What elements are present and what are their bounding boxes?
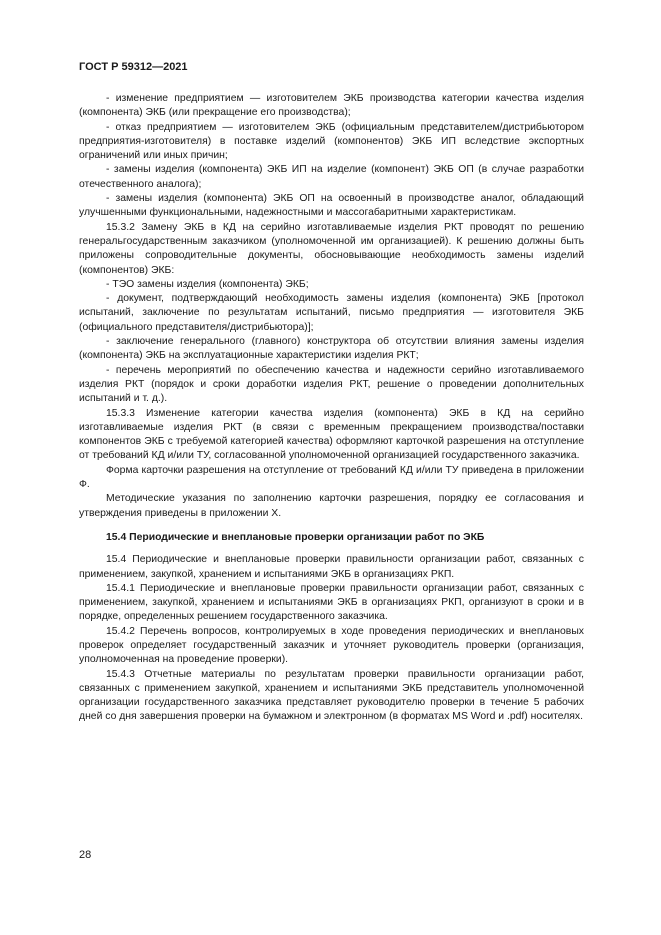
paragraph: Форма карточки разрешения на отступление от требований КД и/или ТУ приведена в приложении Ф. — [79, 464, 584, 491]
section-heading: 15.4 Периодические и внеплановые проверки организации работ по ЭКБ — [106, 531, 485, 543]
paragraph: 15.4.3 Отчетные материалы по результатам проверки правильности организации работ, связанных с применением закупкой, хранением и испытаниями ЭКБ представитель уполномоченной организации государственного заказчика представляет руководителю проверки в течение 5 рабочих дней со дня завершения проверки на бумажном и электронном (в форматах MS Word и .pdf) носителях. — [79, 668, 584, 723]
paragraph: Методические указания по заполнению карточки разрешения, порядку ее согласования и утверждения приведены в приложении Х. — [79, 493, 584, 519]
paragraph: - документ, подтверждающий необходимость замены изделия (компонента) ЭКБ [протокол испытаний, заключение по результатам испытаний, письмо предприятия — изготовителя ЭКБ (официального представителя/дистрибьютора)]; — [79, 293, 584, 333]
paragraph: - ТЭО замены изделия (компонента) ЭКБ; — [106, 278, 309, 290]
paragraph: 15.3.3 Изменение категории качества изделия (компонента) ЭКБ в КД на серийно изготавливаемые изделия РКТ (в связи с временным прекращением производства/поставки компонентов ЭКБ с требуемой категорией качества) оформляют карточкой разрешения на отступление от требований КД и/или ТУ, согласованной уполномоченной организацией государственного заказчика. — [79, 407, 584, 462]
page-number: 28 — [79, 849, 92, 861]
paragraph: 15.4 Периодические и внеплановые проверки правильности организации работ, связанных с применением, закупкой, хранением и испытаниями ЭКБ в организациях РКП. — [79, 554, 584, 580]
document-header: ГОСТ Р 59312—2021 — [79, 61, 188, 73]
paragraph: - замены изделия (компонента) ЭКБ ИП на изделие (компонент) ЭКБ ОП (в случае разработки отечественного аналога); — [79, 164, 584, 190]
paragraph: - замены изделия (компонента) ЭКБ ОП на освоенный в производстве аналог, обладающий улучшенными функциональными, надежностными и массогабаритными характеристикам. — [79, 193, 584, 219]
paragraph: - изменение предприятием — изготовителем ЭКБ производства категории качества изделия (компонента) ЭКБ (или прекращение его производства); — [79, 93, 584, 119]
paragraph: 15.4.2 Перечень вопросов, контролируемых в ходе проведения периодических и внеплановых проверок определяет государственный заказчик и уточняет руководитель проверки (организация, уполномоченная на проведение проверки). — [79, 625, 584, 666]
paragraph: - перечень мероприятий по обеспечению качества и надежности серийно изготавливаемого изделия РКТ (порядок и сроки доработки изделия РКТ, решение о проведении дополнительных испытаний и т. д.). — [79, 364, 584, 405]
document-body — [79, 92, 584, 725]
paragraph: 15.3.2 Замену ЭКБ в КД на серийно изготавливаемые изделия РКТ проводят по решению генеральгосударственным заказчиком (уполномоченной им организацией). К решению должны быть приложены сопроводительные документы, обосновывающие необходимость замены изделий (компонентов) ЭКБ: — [79, 221, 584, 276]
paragraph: - отказ предприятием — изготовителем ЭКБ (официальным представителем/дистрибьютором предприятия-изготовителя) в поставке изделий (компонентов) ЭКБ ИП вследствие экспортных ограничений или иных причин; — [79, 121, 584, 162]
paragraph: - заключение генерального (главного) конструктора об отсутствии влияния замены изделия (компонента) ЭКБ на эксплуатационные характеристики изделия РКТ; — [79, 336, 584, 362]
paragraph: 15.4.1 Периодические и внеплановые проверки правильности организации работ, связанных с применением, закупкой, хранением и испытаниями ЭКБ в организациях РКП, организуют в сроки и в порядке, определенных решением государственного заказчика. — [79, 582, 584, 623]
